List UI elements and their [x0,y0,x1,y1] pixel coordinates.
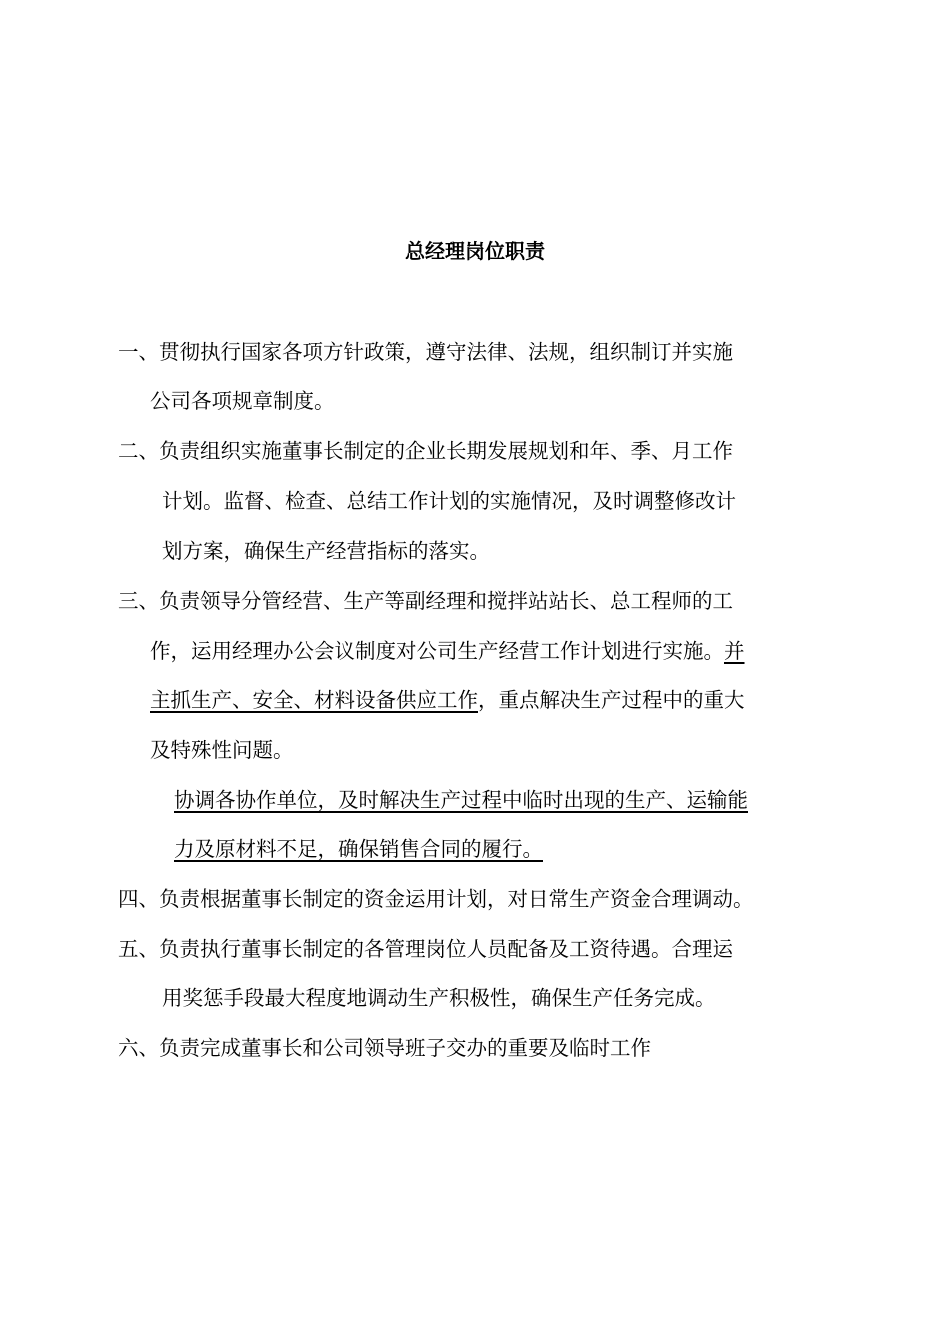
item-3-line-2 [150,636,745,666]
item-3-extra-line-1: 协调各协作单位，及时解决生产过程中临时出现的生产、运输能 [174,788,748,812]
item-3-line-3-text: ，重点解决生产过程中的重大 [478,688,745,712]
item-3-line-2-text: 作，运用经理办公会议制度对公司生产经营工作计划进行实施。 [150,639,724,663]
item-4-line-1: 四、负责根据董事长制定的资金运用计划，对日常生产资金合理调动。 [118,887,754,911]
item-3-extra-line-2: 力及原材料不足，确保销售合同的履行。 [174,837,543,861]
item-5-line-1: 五、负责执行董事长制定的各管理岗位人员配备及工资待遇。合理运 [118,937,733,961]
item-3-line-3 [150,685,745,715]
item-1-line-1: 一、贯彻执行国家各项方针政策，遵守法律、法规，组织制订并实施 [118,340,733,364]
item-2-line-3: 划方案，确保生产经营指标的落实。 [162,539,490,563]
item-2-line-1: 二、负责组织实施董事长制定的企业长期发展规划和年、季、月工作 [118,439,733,463]
item-1-line-2: 公司各项规章制度。 [150,389,335,413]
document-title: 总经理岗位职责 [405,239,545,263]
item-3-line-1: 三、负责领导分管经营、生产等副经理和搅拌站站长、总工程师的工 [118,589,733,613]
item-3-line-4: 及特殊性问题。 [150,738,294,762]
item-3-underlined-start: 并 [724,639,745,663]
item-3-underlined-text: 主抓生产、安全、材料设备供应工作 [150,688,478,712]
item-6-line-1: 六、负责完成董事长和公司领导班子交办的重要及临时工作 [118,1036,651,1060]
item-5-line-2: 用奖惩手段最大程度地调动生产积极性，确保生产任务完成。 [162,986,716,1010]
item-2-line-2: 计划。监督、检查、总结工作计划的实施情况，及时调整修改计 [162,489,736,513]
